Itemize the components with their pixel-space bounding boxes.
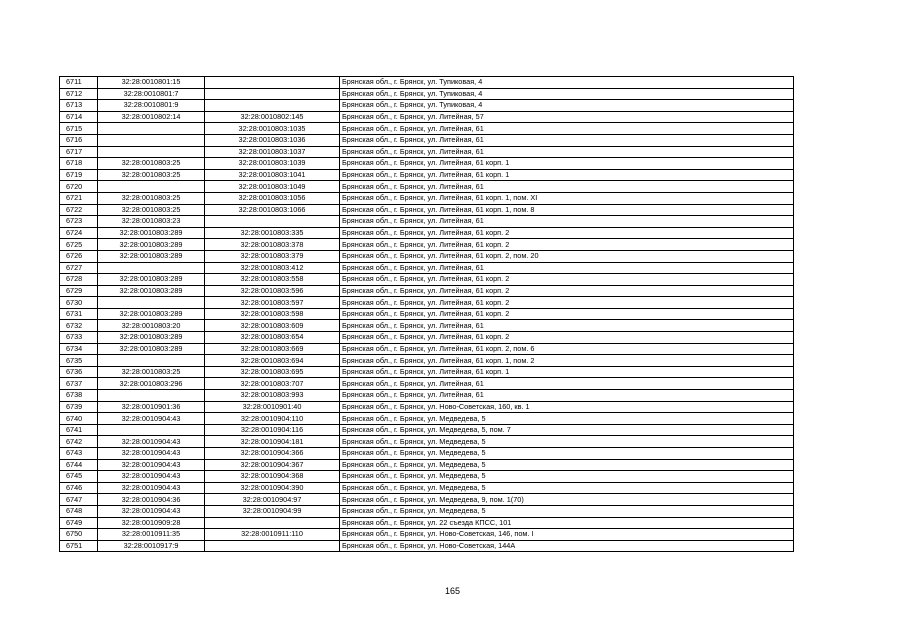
- row-number-cell: 6749: [60, 517, 98, 529]
- address-cell: Брянская обл., г. Брянск, ул. Литейная, 61: [340, 320, 794, 332]
- address-cell: Брянская обл., г. Брянск, ул. Ново-Советская, 146, пом. I: [340, 529, 794, 541]
- row-number-cell: 6750: [60, 529, 98, 541]
- table-row: [60, 529, 794, 541]
- object-cadastral-number-cell: 32:28:0010803:335: [205, 227, 340, 239]
- land-cadastral-number-cell: 32:28:0010909:28: [98, 517, 205, 529]
- table-row: [60, 482, 794, 494]
- address-cell: Брянская обл., г. Брянск, ул. Литейная, 61: [340, 134, 794, 146]
- land-cadastral-number-cell: 32:28:0010904:43: [98, 448, 205, 460]
- table-row: [60, 204, 794, 216]
- row-number-cell: 6732: [60, 320, 98, 332]
- table-row: [60, 216, 794, 228]
- table-row: [60, 448, 794, 460]
- table-row: [60, 390, 794, 402]
- row-number-cell: 6737: [60, 378, 98, 390]
- table-row: [60, 181, 794, 193]
- row-number-cell: 6746: [60, 482, 98, 494]
- table-row: [60, 239, 794, 251]
- land-cadastral-number-cell: 32:28:0010803:289: [98, 274, 205, 286]
- land-cadastral-number-cell: 32:28:0010803:289: [98, 239, 205, 251]
- row-number-cell: 6720: [60, 181, 98, 193]
- address-cell: Брянская обл., г. Брянск, ул. Медведева, 5: [340, 471, 794, 483]
- address-cell: Брянская обл., г. Брянск, ул. Литейная, 61 корп. 2: [340, 297, 794, 309]
- table-row: [60, 262, 794, 274]
- row-number-cell: 6744: [60, 459, 98, 471]
- address-cell: Брянская обл., г. Брянск, ул. Литейная, 57: [340, 111, 794, 123]
- address-cell: Брянская обл., г. Брянск, ул. 22 съезда КПСС, 101: [340, 517, 794, 529]
- land-cadastral-number-cell: [98, 424, 205, 436]
- table-row: [60, 540, 794, 552]
- object-cadastral-number-cell: 32:28:0010803:654: [205, 332, 340, 344]
- land-cadastral-number-cell: 32:28:0010803:25: [98, 204, 205, 216]
- address-cell: Брянская обл., г. Брянск, ул. Литейная, 61: [340, 146, 794, 158]
- object-cadastral-number-cell: 32:28:0010803:1037: [205, 146, 340, 158]
- address-cell: Брянская обл., г. Брянск, ул. Медведева, 5: [340, 436, 794, 448]
- row-number-cell: 6742: [60, 436, 98, 448]
- address-cell: Брянская обл., г. Брянск, ул. Литейная, 61 корп. 2, пом. 6: [340, 343, 794, 355]
- address-cell: Брянская обл., г. Брянск, ул. Медведева, 5: [340, 482, 794, 494]
- address-cell: Брянская обл., г. Брянск, ул. Литейная, 61 корп. 2: [340, 308, 794, 320]
- table-row: [60, 517, 794, 529]
- address-cell: Брянская обл., г. Брянск, ул. Литейная, 61 корп. 2, пом. 20: [340, 250, 794, 262]
- object-cadastral-number-cell: 32:28:0010904:99: [205, 505, 340, 517]
- row-number-cell: 6718: [60, 158, 98, 170]
- table-row: [60, 227, 794, 239]
- row-number-cell: 6734: [60, 343, 98, 355]
- address-cell: Брянская обл., г. Брянск, ул. Медведева, 5, пом. 7: [340, 424, 794, 436]
- object-cadastral-number-cell: 32:28:0010904:367: [205, 459, 340, 471]
- object-cadastral-number-cell: 32:28:0010803:558: [205, 274, 340, 286]
- address-cell: Брянская обл., г. Брянск, ул. Литейная, 61 корп. 1: [340, 169, 794, 181]
- table-row: [60, 378, 794, 390]
- address-cell: Брянская обл., г. Брянск, ул. Литейная, 61 корп. 1: [340, 366, 794, 378]
- table-row: [60, 343, 794, 355]
- land-cadastral-number-cell: 32:28:0010803:25: [98, 169, 205, 181]
- row-number-cell: 6731: [60, 308, 98, 320]
- object-cadastral-number-cell: [205, 77, 340, 89]
- object-cadastral-number-cell: 32:28:0010904:181: [205, 436, 340, 448]
- table-row: [60, 285, 794, 297]
- land-cadastral-number-cell: 32:28:0010904:43: [98, 471, 205, 483]
- land-cadastral-number-cell: 32:28:0010803:289: [98, 285, 205, 297]
- row-number-cell: 6735: [60, 355, 98, 367]
- object-cadastral-number-cell: 32:28:0010803:596: [205, 285, 340, 297]
- table-row: [60, 88, 794, 100]
- row-number-cell: 6713: [60, 100, 98, 112]
- land-cadastral-number-cell: 32:28:0010803:25: [98, 366, 205, 378]
- table-row: [60, 401, 794, 413]
- address-cell: Брянская обл., г. Брянск, ул. Литейная, 61 корп. 1, пом. 2: [340, 355, 794, 367]
- registry-table-body: [60, 77, 794, 552]
- object-cadastral-number-cell: 32:28:0010803:412: [205, 262, 340, 274]
- address-cell: Брянская обл., г. Брянск, ул. Литейная, 61 корп. 1: [340, 158, 794, 170]
- object-cadastral-number-cell: 32:28:0010901:40: [205, 401, 340, 413]
- land-cadastral-number-cell: 32:28:0010901:36: [98, 401, 205, 413]
- row-number-cell: 6723: [60, 216, 98, 228]
- address-cell: Брянская обл., г. Брянск, ул. Литейная, 61 корп. 1, пом. 8: [340, 204, 794, 216]
- land-cadastral-number-cell: 32:28:0010904:36: [98, 494, 205, 506]
- table-row: [60, 320, 794, 332]
- table-row: [60, 355, 794, 367]
- object-cadastral-number-cell: [205, 100, 340, 112]
- object-cadastral-number-cell: [205, 216, 340, 228]
- land-cadastral-number-cell: 32:28:0010803:289: [98, 250, 205, 262]
- address-cell: Брянская обл., г. Брянск, ул. Литейная, 61: [340, 216, 794, 228]
- registry-table: [59, 76, 794, 552]
- page-number: 165: [444, 586, 461, 596]
- object-cadastral-number-cell: 32:28:0010904:97: [205, 494, 340, 506]
- table-row: [60, 366, 794, 378]
- object-cadastral-number-cell: 32:28:0010803:598: [205, 308, 340, 320]
- address-cell: Брянская обл., г. Брянск, ул. Литейная, 61 корп. 2: [340, 227, 794, 239]
- table-row: [60, 169, 794, 181]
- land-cadastral-number-cell: [98, 297, 205, 309]
- table-row: [60, 505, 794, 517]
- object-cadastral-number-cell: 32:28:0010904:366: [205, 448, 340, 460]
- address-cell: Брянская обл., г. Брянск, ул. Медведева, 5: [340, 505, 794, 517]
- object-cadastral-number-cell: 32:28:0010904:110: [205, 413, 340, 425]
- row-number-cell: 6722: [60, 204, 98, 216]
- land-cadastral-number-cell: 32:28:0010911:35: [98, 529, 205, 541]
- row-number-cell: 6739: [60, 401, 98, 413]
- object-cadastral-number-cell: 32:28:0010803:993: [205, 390, 340, 402]
- land-cadastral-number-cell: 32:28:0010904:43: [98, 459, 205, 471]
- address-cell: Брянская обл., г. Брянск, ул. Литейная, 61: [340, 390, 794, 402]
- object-cadastral-number-cell: 32:28:0010803:1066: [205, 204, 340, 216]
- table-row: [60, 146, 794, 158]
- table-row: [60, 123, 794, 135]
- land-cadastral-number-cell: 32:28:0010803:289: [98, 227, 205, 239]
- object-cadastral-number-cell: 32:28:0010803:597: [205, 297, 340, 309]
- table-row: [60, 100, 794, 112]
- address-cell: Брянская обл., г. Брянск, ул. Ново-Советская, 144А: [340, 540, 794, 552]
- address-cell: Брянская обл., г. Брянск, ул. Тупиковая, 4: [340, 88, 794, 100]
- land-cadastral-number-cell: 32:28:0010803:20: [98, 320, 205, 332]
- row-number-cell: 6728: [60, 274, 98, 286]
- object-cadastral-number-cell: 32:28:0010904:368: [205, 471, 340, 483]
- table-row: [60, 111, 794, 123]
- address-cell: Брянская обл., г. Брянск, ул. Литейная, 61: [340, 262, 794, 274]
- object-cadastral-number-cell: 32:28:0010802:145: [205, 111, 340, 123]
- table-row: [60, 274, 794, 286]
- row-number-cell: 6717: [60, 146, 98, 158]
- object-cadastral-number-cell: 32:28:0010803:1049: [205, 181, 340, 193]
- address-cell: Брянская обл., г. Брянск, ул. Тупиковая, 4: [340, 77, 794, 89]
- row-number-cell: 6733: [60, 332, 98, 344]
- table-row: [60, 250, 794, 262]
- table-row: [60, 424, 794, 436]
- row-number-cell: 6716: [60, 134, 98, 146]
- row-number-cell: 6736: [60, 366, 98, 378]
- table-row: [60, 158, 794, 170]
- address-cell: Брянская обл., г. Брянск, ул. Литейная, 61 корп. 2: [340, 274, 794, 286]
- land-cadastral-number-cell: 32:28:0010803:25: [98, 192, 205, 204]
- land-cadastral-number-cell: 32:28:0010801:15: [98, 77, 205, 89]
- land-cadastral-number-cell: 32:28:0010803:25: [98, 158, 205, 170]
- land-cadastral-number-cell: [98, 390, 205, 402]
- table-row: [60, 192, 794, 204]
- object-cadastral-number-cell: 32:28:0010803:609: [205, 320, 340, 332]
- object-cadastral-number-cell: 32:28:0010803:379: [205, 250, 340, 262]
- land-cadastral-number-cell: [98, 134, 205, 146]
- row-number-cell: 6721: [60, 192, 98, 204]
- object-cadastral-number-cell: 32:28:0010803:707: [205, 378, 340, 390]
- table-row: [60, 297, 794, 309]
- table-row: [60, 471, 794, 483]
- row-number-cell: 6714: [60, 111, 98, 123]
- object-cadastral-number-cell: 32:28:0010904:390: [205, 482, 340, 494]
- land-cadastral-number-cell: 32:28:0010904:43: [98, 505, 205, 517]
- object-cadastral-number-cell: 32:28:0010803:694: [205, 355, 340, 367]
- address-cell: Брянская обл., г. Брянск, ул. Медведева, 5: [340, 448, 794, 460]
- row-number-cell: 6712: [60, 88, 98, 100]
- address-cell: Брянская обл., г. Брянск, ул. Литейная, 61 корп. 1, пом. XI: [340, 192, 794, 204]
- land-cadastral-number-cell: 32:28:0010801:7: [98, 88, 205, 100]
- table-row: [60, 134, 794, 146]
- address-cell: Брянская обл., г. Брянск, ул. Ново-Советская, 160, кв. 1: [340, 401, 794, 413]
- address-cell: Брянская обл., г. Брянск, ул. Литейная, 61: [340, 123, 794, 135]
- row-number-cell: 6743: [60, 448, 98, 460]
- row-number-cell: 6727: [60, 262, 98, 274]
- land-cadastral-number-cell: 32:28:0010904:43: [98, 436, 205, 448]
- land-cadastral-number-cell: [98, 355, 205, 367]
- object-cadastral-number-cell: [205, 517, 340, 529]
- land-cadastral-number-cell: 32:28:0010801:9: [98, 100, 205, 112]
- object-cadastral-number-cell: 32:28:0010803:695: [205, 366, 340, 378]
- address-cell: Брянская обл., г. Брянск, ул. Литейная, 61 корп. 2: [340, 239, 794, 251]
- row-number-cell: 6748: [60, 505, 98, 517]
- object-cadastral-number-cell: [205, 88, 340, 100]
- object-cadastral-number-cell: 32:28:0010803:1035: [205, 123, 340, 135]
- table-row: [60, 436, 794, 448]
- row-number-cell: 6725: [60, 239, 98, 251]
- object-cadastral-number-cell: 32:28:0010803:378: [205, 239, 340, 251]
- object-cadastral-number-cell: 32:28:0010803:1041: [205, 169, 340, 181]
- row-number-cell: 6715: [60, 123, 98, 135]
- land-cadastral-number-cell: [98, 181, 205, 193]
- address-cell: Брянская обл., г. Брянск, ул. Литейная, 61: [340, 181, 794, 193]
- address-cell: Брянская обл., г. Брянск, ул. Медведева, 9, пом. 1(70): [340, 494, 794, 506]
- land-cadastral-number-cell: 32:28:0010803:289: [98, 308, 205, 320]
- land-cadastral-number-cell: 32:28:0010803:289: [98, 332, 205, 344]
- object-cadastral-number-cell: 32:28:0010803:1056: [205, 192, 340, 204]
- land-cadastral-number-cell: 32:28:0010904:43: [98, 482, 205, 494]
- row-number-cell: 6724: [60, 227, 98, 239]
- row-number-cell: 6747: [60, 494, 98, 506]
- land-cadastral-number-cell: [98, 123, 205, 135]
- object-cadastral-number-cell: 32:28:0010803:1039: [205, 158, 340, 170]
- land-cadastral-number-cell: 32:28:0010803:289: [98, 343, 205, 355]
- address-cell: Брянская обл., г. Брянск, ул. Литейная, 61 корп. 2: [340, 332, 794, 344]
- table-row: [60, 308, 794, 320]
- row-number-cell: 6751: [60, 540, 98, 552]
- table-row: [60, 459, 794, 471]
- land-cadastral-number-cell: 32:28:0010802:14: [98, 111, 205, 123]
- row-number-cell: 6730: [60, 297, 98, 309]
- table-row: [60, 77, 794, 89]
- object-cadastral-number-cell: 32:28:0010803:669: [205, 343, 340, 355]
- table-row: [60, 332, 794, 344]
- land-cadastral-number-cell: 32:28:0010904:43: [98, 413, 205, 425]
- address-cell: Брянская обл., г. Брянск, ул. Медведева, 5: [340, 459, 794, 471]
- land-cadastral-number-cell: 32:28:0010917:9: [98, 540, 205, 552]
- address-cell: Брянская обл., г. Брянск, ул. Медведева, 5: [340, 413, 794, 425]
- address-cell: Брянская обл., г. Брянск, ул. Тупиковая, 4: [340, 100, 794, 112]
- row-number-cell: 6741: [60, 424, 98, 436]
- table-row: [60, 413, 794, 425]
- object-cadastral-number-cell: 32:28:0010911:110: [205, 529, 340, 541]
- land-cadastral-number-cell: [98, 146, 205, 158]
- row-number-cell: 6726: [60, 250, 98, 262]
- object-cadastral-number-cell: [205, 540, 340, 552]
- address-cell: Брянская обл., г. Брянск, ул. Литейная, 61: [340, 378, 794, 390]
- row-number-cell: 6711: [60, 77, 98, 89]
- address-cell: Брянская обл., г. Брянск, ул. Литейная, 61 корп. 2: [340, 285, 794, 297]
- land-cadastral-number-cell: [98, 262, 205, 274]
- table-row: [60, 494, 794, 506]
- land-cadastral-number-cell: 32:28:0010803:296: [98, 378, 205, 390]
- object-cadastral-number-cell: 32:28:0010904:116: [205, 424, 340, 436]
- row-number-cell: 6740: [60, 413, 98, 425]
- row-number-cell: 6745: [60, 471, 98, 483]
- row-number-cell: 6719: [60, 169, 98, 181]
- row-number-cell: 6738: [60, 390, 98, 402]
- row-number-cell: 6729: [60, 285, 98, 297]
- land-cadastral-number-cell: 32:28:0010803:23: [98, 216, 205, 228]
- object-cadastral-number-cell: 32:28:0010803:1036: [205, 134, 340, 146]
